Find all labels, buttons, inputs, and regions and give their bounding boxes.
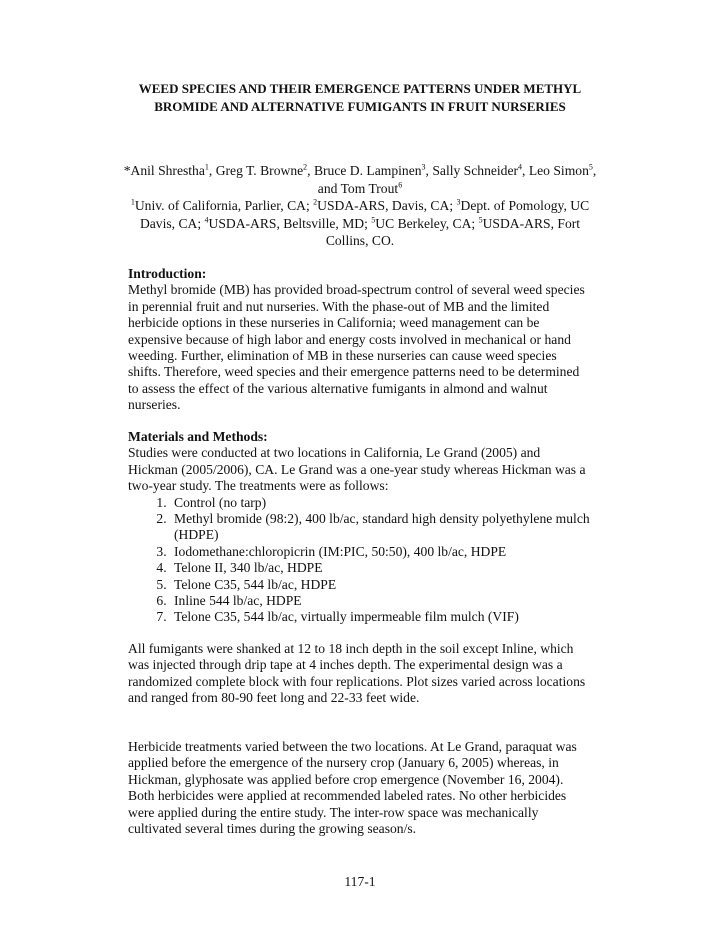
methods-paragraph-2 — [128, 641, 592, 707]
paragraph: All fumigants were shanked at 12 to 18 inch depth in the soil except Inline, which was injected through drip tape at 4 inches depth. The experimental design was a randomized complete block with four replications. Plot sizes varied across locations and ranged from 80-90 feet long and 22-33 feet wide. — [128, 641, 586, 706]
affiliation: USDA-ARS, Fort Collins, CO. — [325, 215, 581, 248]
author-name: , Sally Schneider — [425, 163, 519, 178]
author-affiliation-mark: 4 — [518, 162, 523, 172]
page-number: 117-1 — [344, 874, 376, 889]
affiliation: USDA-ARS, Beltsville, MD; — [208, 215, 372, 231]
author-name: *Anil Shrestha — [123, 163, 205, 178]
affiliation-mark: 2 — [313, 197, 318, 207]
list-item: 6. Inline 544 lb/ac, HDPE — [170, 593, 592, 609]
author-block — [118, 162, 602, 250]
affiliation-mark: 5 — [371, 214, 376, 224]
affiliation-mark: 3 — [456, 197, 461, 207]
methods-paragraph-3 — [128, 739, 592, 837]
author-name: , Bruce D. Lampinen — [307, 163, 422, 178]
list-item: 2. Methyl bromide (98:2), 400 lb/ac, standard high density polyethylene mulch (HDPE) — [170, 511, 592, 544]
author-affiliation-mark: 3 — [421, 162, 426, 172]
list-item: 4. Telone II, 340 lb/ac, HDPE — [170, 560, 592, 576]
affiliation-mark: 1 — [130, 197, 135, 207]
author-name: , Greg T. Browne — [208, 163, 304, 178]
methods-text: Studies were conducted at two locations in California, Le Grand (2005) and Hickman (2005/2006), CA. Le Grand was a one-year study whereas Hickman was a two-year study. The treatments were as follows: — [128, 445, 586, 494]
list-item: 7. Telone C35, 544 lb/ac, virtually impermeable film mulch (VIF) — [170, 609, 592, 625]
list-item: 5. Telone C35, 544 lb/ac, HDPE — [170, 577, 592, 593]
affiliation-mark: 5 — [478, 214, 483, 224]
affiliation: Univ. of California, Parlier, CA; — [134, 198, 314, 213]
affiliation: USDA-ARS, Davis, CA; — [317, 198, 457, 213]
list-item: 1. Control (no tarp) — [170, 495, 592, 511]
section-heading: Materials and Methods: — [128, 429, 268, 444]
author-affiliation-mark: 5 — [588, 162, 593, 172]
section-heading: Introduction: — [128, 266, 207, 281]
affiliation: UC Berkeley, CA; — [375, 215, 479, 231]
list-item: 3. Iodomethane:chloropicrin (IM:PIC, 50:50), 400 lb/ac, HDPE — [170, 544, 592, 560]
author-list — [118, 162, 602, 197]
treatment-list — [128, 495, 592, 626]
author-affiliation-mark: 6 — [398, 179, 403, 189]
affiliation-mark: 4 — [204, 214, 209, 224]
paper-title: WEED SPECIES AND THEIR EMERGENCE PATTERNS UNDER METHYL BROMIDE AND ALTERNATIVE FUMIGANTS IN FRUIT NURSERIES — [138, 81, 582, 114]
author-affiliation-mark: 1 — [204, 162, 209, 172]
introduction-section — [128, 266, 592, 414]
author-name: , and Tom Trout — [317, 163, 597, 196]
introduction-text: Methyl bromide (MB) has provided broad-spectrum control of several weed species in perennial fruit and nut nurseries. With the phase-out of MB and the limited herbicide options in these nurseries in California; weed management can be expensive because of high labor and energy costs involved in mechanical or hand weeding. Further, elimination of MB in these nurseries can cause weed species shifts. Therefore, weed species and their emergence patterns need to be determined to assess the effect of the various alternative fumigants in almond and walnut nurseries. — [128, 282, 585, 413]
affiliation-list — [118, 197, 602, 250]
paragraph: Herbicide treatments varied between the two locations. At Le Grand, paraquat was applied before the emergence of the nursery crop (January 6, 2005) whereas, in Hickman, glyphosate was applied before crop emergence (November 16, 2004). Both herbicides were applied at recommended labeled rates. No other herbicides were applied during the entire study. The inter-row space was mechanically cultivated several times during the growing season/s. — [128, 739, 577, 837]
affiliation: Dept. of Pomology, UC Davis, CA; — [139, 198, 590, 231]
methods-section — [128, 429, 592, 626]
author-affiliation-mark: 2 — [303, 162, 308, 172]
author-name: , Leo Simon — [522, 163, 589, 178]
